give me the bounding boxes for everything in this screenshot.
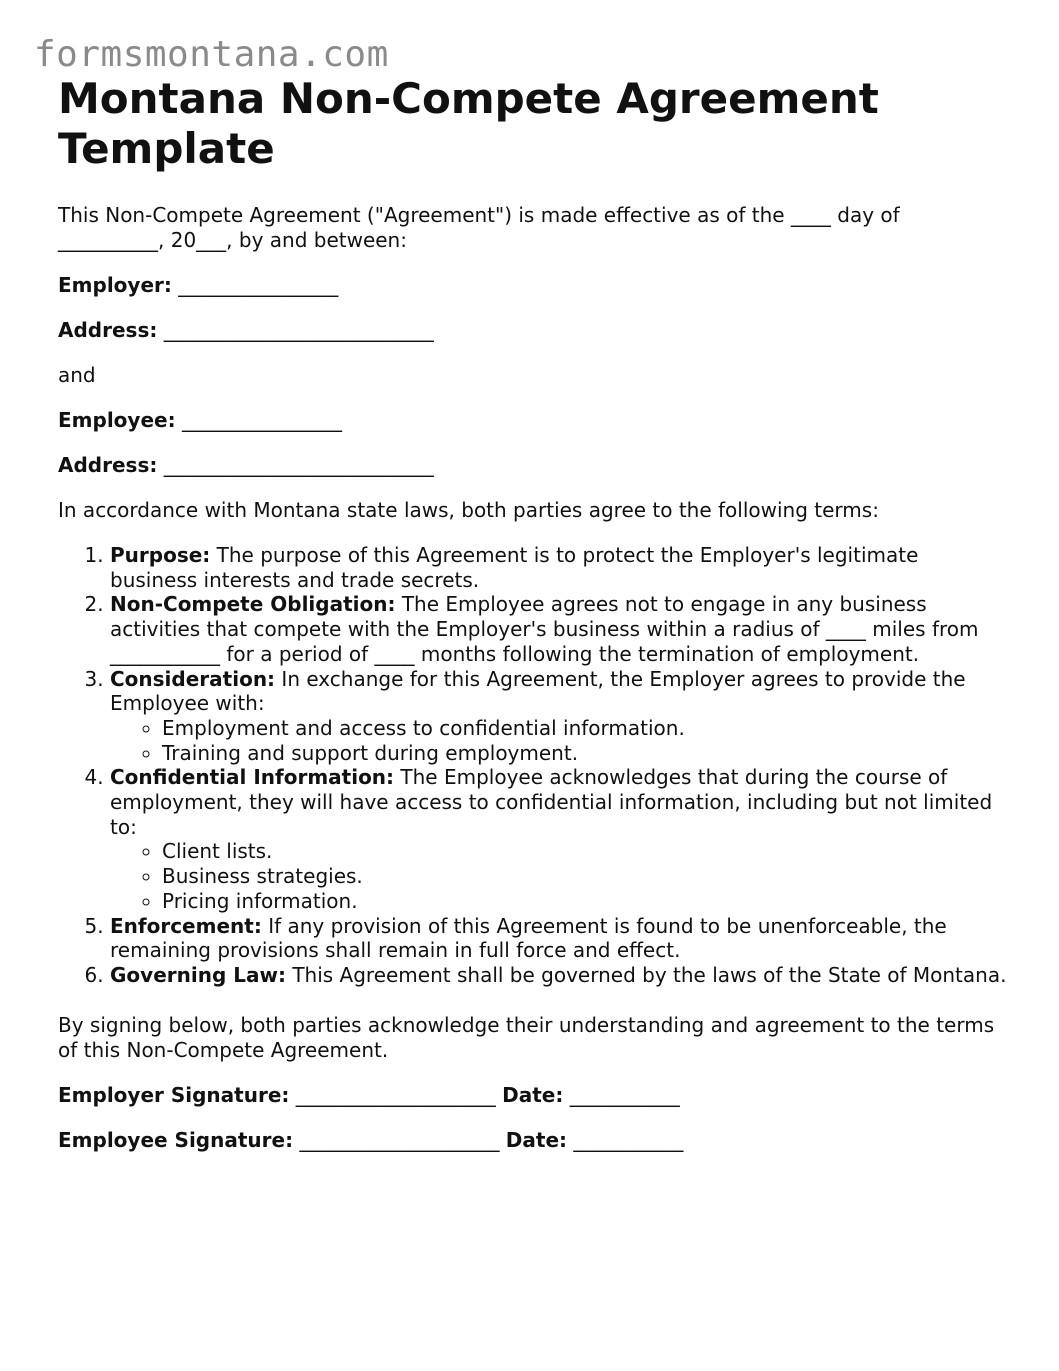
terms-lead: In accordance with Montana state laws, both parties agree to the following terms: (58, 498, 879, 522)
list-item: ◦ Training and support during employment. (162, 741, 1008, 766)
term-text: This Agreement shall be governed by the laws of the State of Montana. (292, 962, 1007, 987)
document-body (58, 74, 1008, 1153)
list-item: ◦ Pricing information. (162, 889, 1008, 914)
list-item: ◦ Business strategies. (162, 864, 1008, 889)
term-non-compete-obligation (110, 592, 1008, 666)
employee-address-field (58, 453, 1008, 478)
employer-blank: ________________ (178, 273, 339, 297)
term-heading: Enforcement: (110, 913, 262, 938)
term-text: The Employee acknowledges that during the course of employment, they will have access to confidential information, including but not limited to: (110, 765, 993, 839)
employee-label: Employee: (58, 408, 176, 432)
employer-signature-line (58, 1083, 1008, 1108)
term-confidential-information (110, 765, 1008, 913)
employer-date-blank: ___________ (569, 1082, 680, 1107)
term-heading: Consideration: (110, 666, 276, 691)
list-item: ◦ Employment and access to confidential information. (162, 716, 1008, 741)
list-item: ◦ Client lists. (162, 839, 1008, 864)
employer-address-blank: ___________________________ (163, 318, 434, 342)
term-text: In exchange for this Agreement, the Employer agrees to provide the Employee with: (110, 666, 966, 716)
employee-signature-blank: ____________________ (299, 1127, 500, 1152)
employee-date-label: Date: (505, 1127, 568, 1152)
employer-signature-blank: ____________________ (295, 1082, 496, 1107)
employer-address-field (58, 318, 1008, 343)
term-text: The purpose of this Agreement is to protect the Employer's legitimate business interests and trade secrets. (110, 543, 919, 592)
employer-address-label: Address: (58, 318, 158, 342)
employee-blank: ________________ (181, 408, 342, 432)
employer-date-label: Date: (502, 1082, 564, 1107)
term-purpose (110, 543, 1008, 592)
terms-list (58, 543, 1008, 988)
term-text: If any provision of this Agreement is found to be unenforceable, the remaining provisions shall remain in full force and effect. (110, 913, 947, 963)
watermark: formsmontana.com (34, 34, 389, 75)
term-heading: Confidential Information: (110, 765, 395, 790)
intro-paragraph: This Non-Compete Agreement ("Agreement") is made effective as of the ____ day of __________, 20___, by and between: (58, 203, 900, 252)
page-title: Montana Non-Compete Agreement Template (58, 74, 879, 173)
employee-signature-label: Employee Signature: (58, 1127, 294, 1152)
term-enforcement (110, 914, 1008, 963)
employee-signature-line (58, 1128, 1008, 1153)
consideration-list (110, 716, 1008, 765)
and-text: and (58, 363, 96, 387)
term-heading: Non-Compete Obligation: (110, 592, 396, 617)
employer-field (58, 273, 1008, 298)
term-governing-law (110, 963, 1008, 988)
employer-signature-label: Employer Signature: (58, 1082, 290, 1107)
employee-field (58, 408, 1008, 433)
closing-paragraph: By signing below, both parties acknowledge their understanding and agreement to the terms of this Non-Compete Agreement. (58, 1012, 995, 1062)
term-heading: Governing Law: (110, 962, 286, 987)
term-heading: Purpose: (110, 543, 211, 567)
employee-address-label: Address: (58, 453, 158, 477)
confidential-list (110, 839, 1008, 913)
employer-label: Employer: (58, 273, 172, 297)
term-consideration (110, 667, 1008, 766)
employee-date-blank: ___________ (573, 1127, 684, 1152)
term-text: The Employee agrees not to engage in any business activities that compete with the Employer's business within a radius of ____ miles from ___________ for a period of ____ months following the termination of employment. (110, 592, 979, 666)
employee-address-blank: ___________________________ (163, 453, 434, 477)
